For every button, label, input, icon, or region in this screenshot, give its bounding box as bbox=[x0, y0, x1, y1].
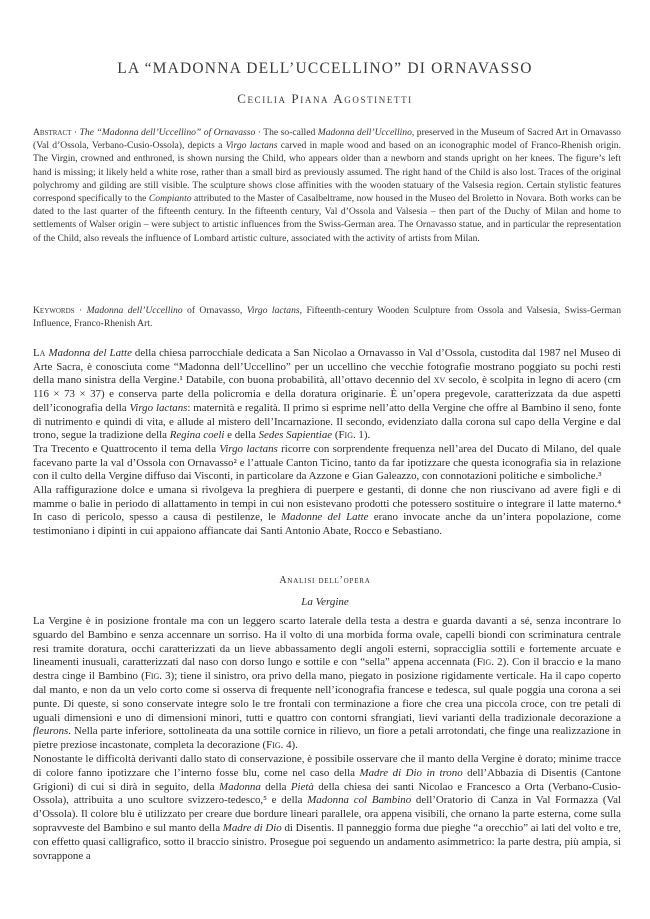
abstract: Abstract · The “Madonna dell’Uccellino” of Ornavasso · The so-called Madonna dell’Uccellino, preserved in the Museum of Sacred Art in Ornavasso (Val d’Ossola, Verbano-Cusio-Ossola), depicts a Virgo lactans carved in maple wood and based on an iconographic model of Franco-Rhenish origin. The Virgin, crowned and enthroned, is shown nursing the Child, who appears older than a newborn and stands upright on her knees. The figure’s left hand is missing; it likely held a white rose, rather than a small bird as previously assumed. The right hand of the Child is also lost. Traces of the original polychromy and gilding are still visible. The sculpture shows close affinities with the wooden statuary of the Valsesia region. Certain stylistic features correspond specifically to the Compianto attributed to the Master of Casalbeltrame, now housed in the Museo del Broletto in Novara. Both works can be dated to the last quarter of the fifteenth century. In the fifteenth century, Val d’Ossola and Valsesia – then part of the Duchy of Milan and home to settlements of Walser origin – were subject to artistic influences from the Swiss-German area. The Ornavasso statue, and in particular the representation of the Child, also reveals the influence of Lombard artistic culture, associated with the activity of artists from Milan. bbox=[33, 127, 621, 244]
abstract-english-title: The “Madonna dell’Uccellino” of Ornavasso bbox=[79, 127, 256, 138]
intro-paragraph-1: La Madonna del Latte della chiesa parrocchiale dedicata a San Nicolao a Ornavasso in Val d’Ossola, custodita dal 1987 nel Museo di Arte Sacra, è conosciuta come “Madonna dell’Uccellino” per un uccellino che vecchie fotografie mostrano poggiato su pochi resti della mano sinistra della Vergine.¹ Databile, con buona probabilità, all’ottavo decennio del xv secolo, è scolpita in legno di acero (cm 116 × 73 × 37) e conserva parte della policromia e della doratura originarie. È un’opera pregevole, caratterizzata da due aspetti dell’iconografia della Virgo lactans: maternità e regalità. Il primo si esprime nell’atto della Vergine che offre al Bambino il seno, fonte di nutrimento e quindi di vita, e allude al mistero dell’Incarnazione. Il secondo, evidenziato dalla corona sul capo della Vergine e dal trono, segue la tradizione della Regina coeli e della Sedes Sapientiae (Fig. 1). bbox=[33, 347, 621, 442]
figure-ref: Fig. 4 bbox=[266, 739, 292, 752]
intro-paragraph-2: Tra Trecento e Quattrocento il tema della Virgo lactans ricorre con sorprendente frequenza nell’area del Ducato di Milano, del quale facevano parte la val d’Ossola con Ornavasso² e l’attuale Canton Ticino, tanto da far ipotizzare che questa iconografia sia in relazione con il culto della Vergine diffuso dai Visconti, in particolare da Azzone e Gian Galeazzo, con connotazioni politiche e simboliche.³ bbox=[33, 442, 621, 483]
analysis-paragraph-1: La Vergine è in posizione frontale ma con un leggero scarto laterale della testa a destra e guarda davanti a sé, senza incontrare lo sguardo del Bambino e senza accennare un sorriso. Ha il volto di una morbida forma ovale, capelli biondi con scriminatura centrale resi tramite doratura, occhi caratterizzati da un lieve abbassamento degli angoli esterni, sopracciglia sottili e fortemente arcuate e lineamenti inusuali, caratterizzati dal naso con dorso lungo e sottile e con “sella” appena accennata (Fig. 2). Con il braccio e la mano destra cinge il Bambino (Fig. 3); tiene il sinistro, ora privo della mano, piegato in posizione rigidamente verticale. Ha il capo coperto dal manto, e non da un velo corto come si osserva di frequente nell’iconografia francese e tedesca, sul quale poggia una corona a sei punte. Di queste, si sono conservate integre solo le tre frontali con terminazione a fiore che crea una piccola croce, con tre petali di uguali dimensioni e uno di dimensioni minori, tutti e quattro con contorni sfrangiati, lievi varianti della tradizionale decorazione a fleurons. Nella parte inferiore, sottolineata da una sottile cornice in rilievo, un fiore a petali arrotondati, che finge una realizzazione in pietre preziose incastonate, completa la decorazione (Fig. 4). bbox=[33, 615, 621, 752]
analysis-paragraph-2: Nonostante le difficoltà derivanti dallo stato di conservazione, è possibile osservare che il manto della Vergine è dorato; minime tracce di colore fanno ipotizzare che l’interno fosse blu, come nel caso della Madre di Dio in trono dell’Abbazia di Disentis (Cantone Grigioni) di cui si dirà in seguito, della Madonna della Pietà della chiesa dei santi Nicolao e Francesco a Orta (Verbano-Cusio-Ossola), attribuita a uno scultore svizzero-tedesco,⁵ e della Madonna col Bambino dell’Oratorio di Canza in Val Formazza (Val d’Ossola). Il colore blu è utilizzato per creare due bordure lineari parallele, ora appena visibili, che ornano la parte esterna, come sulla sopravveste del Bambino e sul manto della Madre di Dio di Disentis. Il panneggio forma due pieghe “a orecchio” ai lati del volto e tre, con effetto quasi calligrafico, sotto il braccio sinistro. Prosegue poi seguendo un andamento asimmetrico: la parte destra, più ampia, si sovrappone a bbox=[33, 752, 621, 862]
abstract-text: The so-called bbox=[263, 127, 318, 138]
figure-ref: Fig. 1 bbox=[338, 429, 364, 442]
figure-ref: Fig. 3 bbox=[144, 670, 171, 683]
subsection-heading: La Vergine bbox=[301, 596, 349, 608]
figure-ref: Fig. 2 bbox=[476, 656, 503, 669]
abstract-separator: · bbox=[71, 127, 80, 138]
analysis-body bbox=[33, 615, 621, 863]
abstract-label: Abstract bbox=[33, 127, 72, 138]
article-title: LA “MADONNA DELL’UCCELLINO” DI ORNAVASSO bbox=[117, 60, 533, 77]
keywords: Keywords · Madonna dell’Uccellino of Ornavasso, Virgo lactans, Fifteenth-century Wooden Sculpture from Ossola and Valsesia, Swiss-German Influence, Franco-Rhenish Art. bbox=[33, 305, 621, 330]
section-heading: Analisi dell’opera bbox=[279, 575, 371, 586]
article-author: Cecilia Piana Agostinetti bbox=[237, 91, 413, 106]
keywords-label: Keywords bbox=[33, 305, 75, 316]
intro-body bbox=[33, 347, 621, 539]
intro-paragraph-3: Alla raffigurazione dolce e umana si rivolgeva la preghiera di puerpere e gestanti, di donne che non riuscivano ad avere figli e di mamme o balie in periodo di allattamento in tempi in cui non esistevano prodotti che potessero sostituire o integrare il latte materno.⁴ In caso di pericolo, spesso a causa di pestilenze, le Madonne del Latte erano invocate anche da un’intera popolazione, come testimoniano i dipinti in cui appaiono affiancate dai Santi Antonio Abate, Rocco e Sebastiano. bbox=[33, 484, 621, 538]
